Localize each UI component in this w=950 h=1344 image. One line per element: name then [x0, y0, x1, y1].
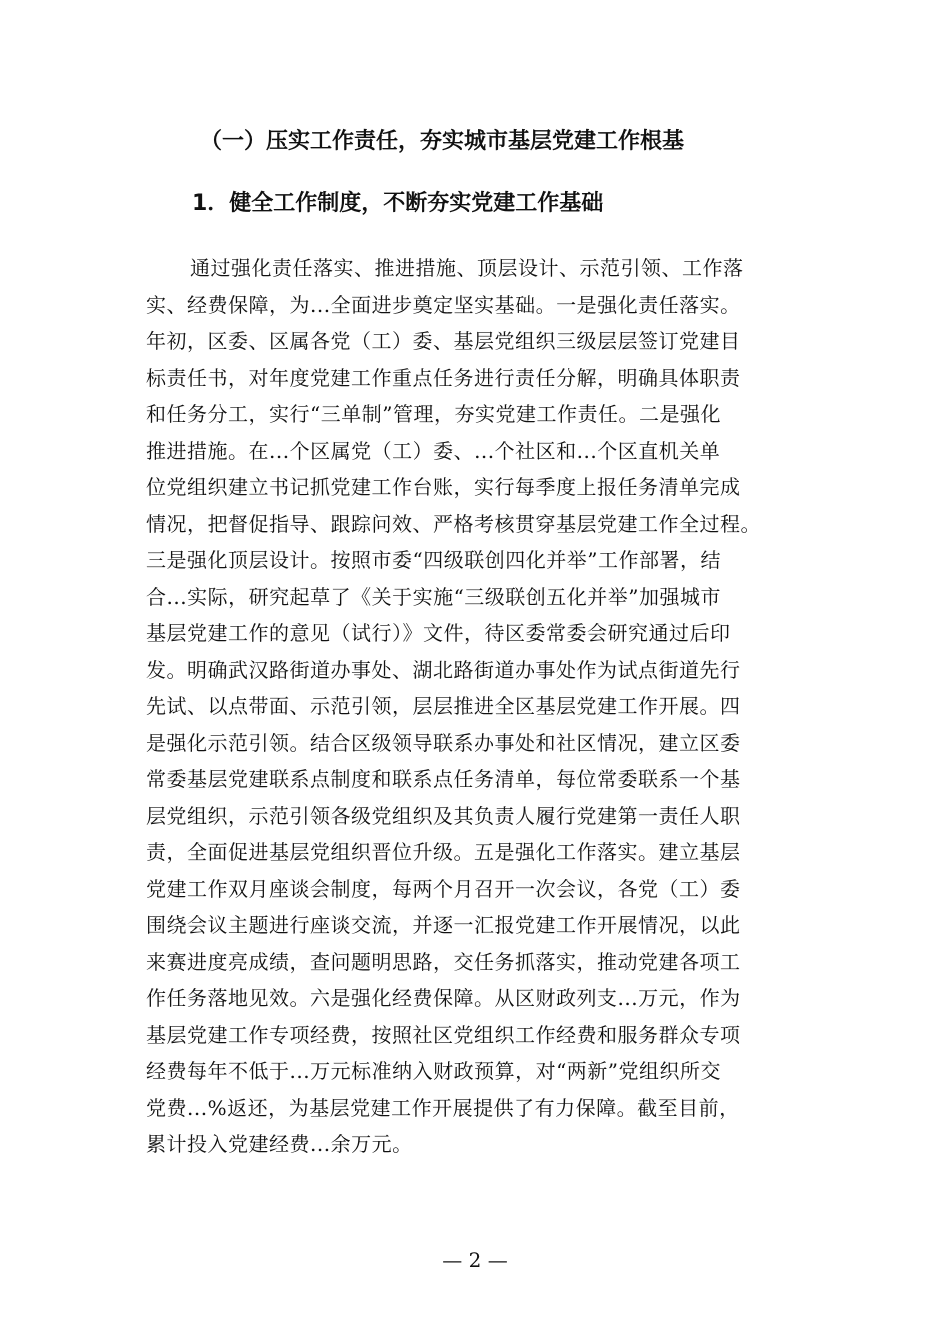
paragraph-line: 责，全面促进基层党组织晋位升级。五是强化工作落实。建立基层 — [146, 840, 741, 864]
paragraph-line: 和任务分工，实行“三单制”管理，夯实党建工作责任。二是强化 — [146, 402, 721, 426]
paragraph-line: 基层党建工作的意见（试行）》文件，待区委常委会研究通过后印 — [146, 621, 731, 645]
paragraph-line: 标责任书，对年度党建工作重点任务进行责任分解，明确具体职责 — [146, 365, 741, 390]
paragraph-line: 围绕会议主题进行座谈交流，并逐一汇报党建工作开展情况，以此 — [146, 913, 741, 937]
paragraph-line: 累计投入党建经费...余万元。 — [146, 1132, 413, 1156]
paragraph-line: 发。明确武汉路街道办事处、湖北路街道办事处作为试点街道先行 — [146, 657, 741, 682]
paragraph-line: 党建工作双月座谈会制度，每两个月召开一次会议，各党（工）委 — [146, 876, 741, 901]
paragraph-line: 通过强化责任落实、推进措施、顶层设计、示范引领、工作落 — [190, 256, 744, 280]
paragraph-line: 实、经费保障，为...全面进步奠定坚实基础。一是强化责任落实。 — [146, 292, 741, 317]
paragraph-line: 是强化示范引领。结合区级领导联系办事处和社区情况，建立区委 — [146, 730, 741, 755]
page-number: — 2 — — [442, 1248, 508, 1272]
paragraph-line: 情况，把督促指导、跟踪问效、严格考核贯穿基层党建工作全过程。 — [146, 511, 761, 536]
paragraph-line: 三是强化顶层设计。按照市委“四级联创四化并举”工作部署，结 — [146, 548, 721, 572]
paragraph-line: 来赛进度亮成绩，查问题明思路，交任务抓落实，推动党建各项工 — [146, 949, 741, 974]
subsection-heading: 1．健全工作制度，不断夯实党建工作基础 — [192, 191, 604, 216]
paragraph-line: 先试、以点带面、示范引领，层层推进全区基层党建工作开展。四 — [146, 694, 741, 718]
paragraph-line: 基层党建工作专项经费，按照社区党组织工作经费和服务群众专项 — [146, 1022, 741, 1047]
paragraph-line: 常委基层党建联系点制度和联系点任务清单，每位常委联系一个基 — [146, 767, 741, 791]
paragraph-line: 合...实际，研究起草了《关于实施“三级联创五化并举”加强城市 — [146, 584, 722, 609]
paragraph-line: 作任务落地见效。六是强化经费保障。从区财政列支...万元，作为 — [146, 986, 741, 1010]
section-heading: （一）压实工作责任，夯实城市基层党建工作根基 — [200, 129, 685, 154]
body-paragraph — [146, 250, 826, 1163]
paragraph-line: 经费每年不低于...万元标准纳入财政预算，对“两新”党组织所交 — [146, 1059, 722, 1083]
paragraph-line: 推进措施。在...个区属党（工）委、...个社区和...个区直机关单 — [146, 438, 721, 463]
paragraph-line: 位党组织建立书记抓党建工作台账，实行每季度上报任务清单完成 — [146, 475, 741, 499]
paragraph-line: 党费...%返还，为基层党建工作开展提供了有力保障。截至目前， — [146, 1095, 740, 1120]
paragraph-line: 年初，区委、区属各党（工）委、基层党组织三级层层签订党建目 — [146, 329, 741, 353]
paragraph-line: 层党组织，示范引领各级党组织及其负责人履行党建第一责任人职 — [146, 803, 741, 828]
